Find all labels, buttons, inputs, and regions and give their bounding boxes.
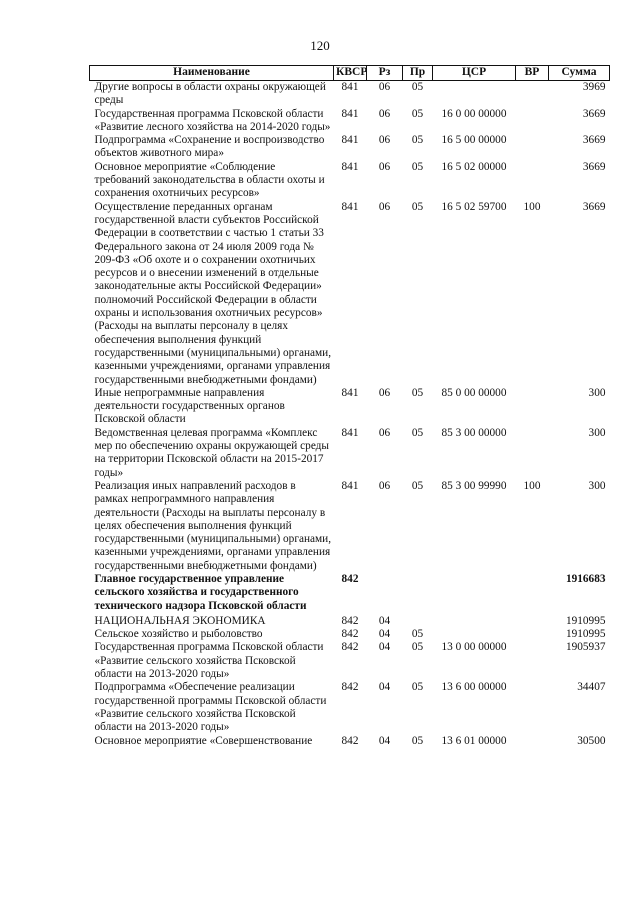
row-rz: 04 [378, 641, 391, 654]
row-sum: 3669 [582, 134, 606, 147]
row-kvsr: 841 [341, 200, 359, 213]
table-row [90, 108, 610, 135]
row-rz: 04 [378, 734, 391, 747]
row-name: Главное государственное управление сельского хозяйства и государственного технического надзора Псковской области [94, 572, 307, 612]
header-vr: ВР [516, 66, 549, 81]
row-vr [516, 613, 549, 628]
row-pr [403, 613, 433, 628]
row-csr: 85 0 00 00000 [441, 386, 507, 399]
row-pr: 05 [411, 734, 424, 747]
row-sum: 1905937 [565, 641, 606, 654]
row-rz: 06 [378, 479, 391, 492]
table-row [90, 613, 610, 628]
row-sum: 30500 [577, 734, 606, 747]
header-pr: Пр [403, 66, 433, 81]
row-rz: 06 [378, 134, 391, 147]
row-name: НАЦИОНАЛЬНАЯ ЭКОНОМИКА [94, 614, 266, 627]
table-row [90, 735, 610, 748]
row-kvsr: 842 [341, 641, 359, 654]
row-sum: 3669 [582, 160, 606, 173]
row-csr: 13 0 00 00000 [441, 641, 507, 654]
row-csr: 13 6 00 00000 [441, 681, 507, 694]
header-rz: Рз [367, 66, 403, 81]
row-vr: 100 [523, 479, 541, 492]
row-rz [367, 573, 403, 613]
row-csr [433, 81, 516, 108]
row-name: Другие вопросы в области охраны окружающей среды [94, 81, 326, 107]
row-name: Основное мероприятие «Соблюдение требований законодательства в области охоты и сохранения охотничьих ресурсов» [94, 160, 325, 200]
row-name: Иные непрограммные направления деятельности государственных органов Псковской области [94, 386, 285, 426]
row-kvsr: 841 [341, 160, 359, 173]
row-csr: 16 5 02 59700 [441, 200, 507, 213]
page-number: 120 [310, 38, 330, 53]
table-row [90, 573, 610, 613]
row-vr [516, 735, 549, 748]
row-pr: 05 [411, 200, 424, 213]
row-csr: 85 3 00 99990 [441, 479, 507, 492]
row-rz: 04 [378, 628, 391, 641]
row-kvsr: 841 [341, 426, 359, 439]
row-pr: 05 [411, 681, 424, 694]
row-rz: 06 [378, 426, 391, 439]
row-vr [516, 134, 549, 161]
row-pr: 05 [411, 160, 424, 173]
row-name: Осуществление переданных органам государственной власти субъектов Российской Федерации в соответствии с частью 1 статьи 33 Федерального закона от 24 июля 2009 года № 209-ФЗ «Об охоте и о сохранении охотничьих ресурсов и о внесении изменений в отдельные законодательные акты Российской Федерации» полномочий Российской Федерации в области охраны и использования охотничьих ресурсов» (Расходы на выплаты персоналу в целях обеспечения выполнения функций государственными (муниципальными) органами, казенными учреждениями, органами управления государственными внебюджетными фондами) [94, 200, 332, 386]
row-csr: 16 5 00 00000 [441, 134, 507, 147]
row-kvsr: 841 [341, 134, 359, 147]
row-rz: 04 [378, 681, 391, 694]
row-vr [516, 108, 549, 135]
table-row [90, 641, 610, 681]
row-name: Государственная программа Псковской области «Развитие сельского хозяйства Псковской области на 2013-2020 годы» [94, 641, 324, 681]
row-name: Сельское хозяйство и рыболовство [94, 628, 263, 641]
row-vr [516, 427, 549, 480]
row-sum: 3669 [582, 200, 606, 213]
row-name: Государственная программа Псковской области «Развитие лесного хозяйства на 2014-2020 годы» [94, 107, 331, 133]
row-kvsr: 841 [341, 81, 359, 93]
table-row [90, 134, 610, 161]
row-sum: 1910995 [565, 628, 606, 641]
row-name: Ведомственная целевая программа «Комплекс мер по обеспечению охраны окружающей среды на территории Псковской области на 2015-2017 годы» [94, 426, 330, 479]
row-rz: 06 [378, 107, 391, 120]
budget-table [89, 65, 610, 748]
row-kvsr: 841 [341, 386, 359, 399]
row-name: Реализация иных направлений расходов в рамках непрограммного направления деятельности (Расходы на выплаты персоналу в целях обеспечения выполнения функций государственными (муниципальными) органами, казенными учреждениями, органами управления государственными внебюджетными фондами) [94, 479, 332, 572]
row-vr [516, 573, 549, 613]
row-csr: 16 5 02 00000 [441, 160, 507, 173]
table-row [90, 81, 610, 108]
table-row [90, 628, 610, 641]
row-pr: 05 [411, 107, 424, 120]
table-row [90, 161, 610, 201]
row-vr [516, 628, 549, 641]
row-sum: 1916683 [565, 572, 606, 585]
row-vr [516, 641, 549, 681]
row-sum: 300 [588, 479, 606, 492]
row-csr: 13 6 01 00000 [441, 734, 507, 747]
row-kvsr: 842 [341, 614, 359, 627]
row-sum: 300 [588, 426, 606, 439]
header-name: Наименование [90, 66, 334, 81]
row-pr: 05 [411, 386, 424, 399]
row-vr: 100 [523, 200, 541, 213]
row-csr: 16 0 00 00000 [441, 107, 507, 120]
row-kvsr: 842 [341, 734, 359, 747]
table-header-row [90, 66, 610, 81]
row-csr [433, 573, 516, 613]
row-csr: 85 3 00 00000 [441, 426, 507, 439]
row-rz: 06 [378, 386, 391, 399]
row-rz: 04 [378, 614, 391, 627]
row-name: Основное мероприятие «Совершенствование [94, 734, 313, 747]
table-row [90, 201, 610, 387]
row-sum: 3969 [582, 81, 606, 93]
row-kvsr: 842 [341, 628, 359, 641]
row-name: Подпрограмма «Обеспечение реализации государственной программы Псковской области «Развитие сельского хозяйства Псковской области на 2013-2020 годы» [94, 681, 327, 734]
row-vr [516, 387, 549, 427]
row-csr [433, 628, 516, 641]
row-pr: 05 [411, 81, 424, 93]
table-row [90, 480, 610, 573]
table-row [90, 427, 610, 480]
row-vr [516, 681, 549, 734]
header-kvsr: КВСР [334, 66, 367, 81]
row-pr: 05 [411, 641, 424, 654]
row-rz: 06 [378, 160, 391, 173]
row-rz: 06 [378, 200, 391, 213]
row-pr: 05 [411, 426, 424, 439]
row-kvsr: 842 [341, 681, 359, 694]
row-pr: 05 [411, 134, 424, 147]
row-kvsr: 842 [341, 572, 359, 585]
header-sum: Сумма [549, 66, 610, 81]
row-vr [516, 81, 549, 108]
row-kvsr: 841 [341, 479, 359, 492]
row-sum: 1910995 [565, 614, 606, 627]
table-row [90, 387, 610, 427]
row-csr [433, 613, 516, 628]
row-kvsr: 841 [341, 107, 359, 120]
row-sum: 300 [588, 386, 606, 399]
row-pr [403, 573, 433, 613]
row-name: Подпрограмма «Сохранение и воспроизводство объектов животного мира» [94, 134, 325, 160]
table-row [90, 681, 610, 734]
row-sum: 34407 [577, 681, 606, 694]
row-pr: 05 [411, 628, 424, 641]
row-vr [516, 161, 549, 201]
row-rz: 06 [378, 81, 391, 93]
row-pr: 05 [411, 479, 424, 492]
row-sum: 3669 [582, 107, 606, 120]
header-csr: ЦСР [433, 66, 516, 81]
